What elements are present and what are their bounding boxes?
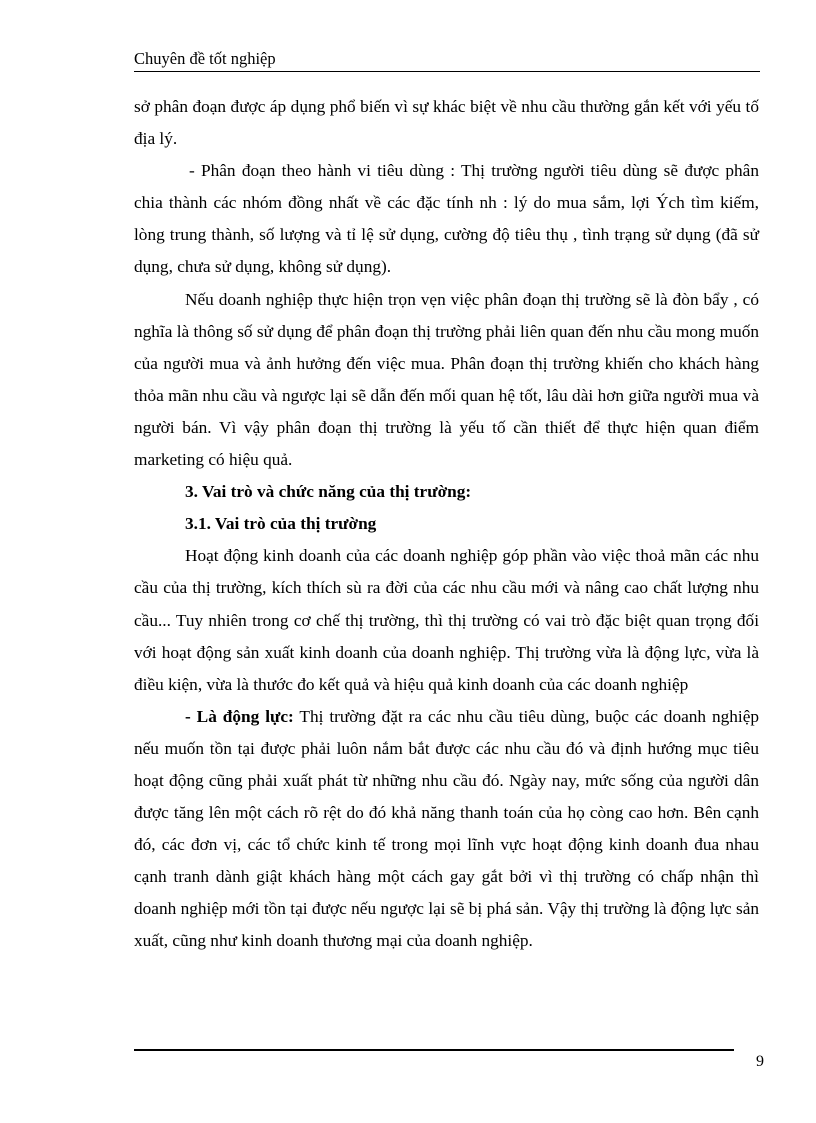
driving-force-lead: - Là động lực: xyxy=(185,706,294,726)
section-heading: 3. Vai trò và chức năng của thị trường: xyxy=(185,482,472,502)
header-divider xyxy=(134,71,760,72)
paragraph-continuation: sở phân đoạn được áp dụng phổ biến vì sự khác biệt về nhu cầu thường gắn kết với yếu tố địa lý. xyxy=(134,97,759,149)
driving-force-text: Thị trường đặt ra các nhu cầu tiêu dùng, buộc các doanh nghiệp nếu muốn tồn tại được phải luôn nắm bắt được các nhu cầu đó và định hướng mục tiêu hoạt động cũng phải xuất phát từ những nhu cầu đó. Ngày nay, mức sống của người dân được tăng lên một cách rõ rệt do đó khả năng thanh toán của họ còng cao hơn. Bên cạnh đó, các đơn vị, các tổ chức kinh tế trong mọi lĩnh vực hoạt động kinh doanh đua nhau cạnh tranh dành giật khách hàng một cách gay gắt bởi vì thị trường có chấp nhận thì doanh nghiệp mới tồn tại được nếu ngược lại sẽ bị phá sản. Vậy thị trường là động lực sản xuất, cũng như kinh doanh thương mại của doanh nghiệp. xyxy=(134,706,760,951)
footer-divider xyxy=(134,1049,734,1051)
subsection-heading: 3.1. Vai trò của thị trường xyxy=(185,514,377,534)
paragraph-behavior-segmentation: - Phân đoạn theo hành vi tiêu dùng : Thị trường người tiêu dùng sẽ được phân chia thành các nhóm đồng nhất về các đặc tính nh : lý do mua sắm, lợi Ých tìm kiếm, lòng trung thành, số lượng và tỉ lệ sử dụng, cường độ tiêu thụ , tình trạng sử dụng (đã sử dụng, chưa sử dụng, không sử dụng). xyxy=(134,161,759,277)
paragraph-segmentation-leverage: Nếu doanh nghiệp thực hiện trọn vẹn việc phân đoạn thị trường sẽ là đòn bẩy , có nghĩa là thông số sử dụng để phân đoạn thị trường phải liên quan đến nhu cầu mong muốn của người mua và ảnh hưởng đến việc mua. Phân đoạn thị trường khiến cho khách hàng thỏa mãn nhu cầu và ngược lại sẽ dẫn đến mối quan hệ tốt, lâu dài hơn giữa người mua và người bán. Vì vậy phân đoạn thị trường là yếu tố cần thiết để thực hiện quan điểm marketing có hiệu quả. xyxy=(134,289,759,470)
page-number: 9 xyxy=(756,1053,764,1070)
paragraph-driving-force xyxy=(134,701,759,958)
running-header: Chuyên đề tốt nghiệp xyxy=(134,49,276,68)
document-body xyxy=(134,91,759,958)
paragraph-market-role: Hoạt động kinh doanh của các doanh nghiệp góp phần vào việc thoả mãn các nhu cầu của thị trường, kích thích sù ra đời của các nhu cầu mới và nâng cao chất lượng nhu cầu... Tuy nhiên trong cơ chế thị trường, thì thị trường có vai trò đặc biệt quan trọng đối với hoạt động sản xuất kinh doanh của doanh nghiệp. Thị trường vừa là động lực, vừa là điều kiện, vừa là thước đo kết quả và hiệu quả kinh doanh của các doanh nghiệp xyxy=(134,546,759,694)
